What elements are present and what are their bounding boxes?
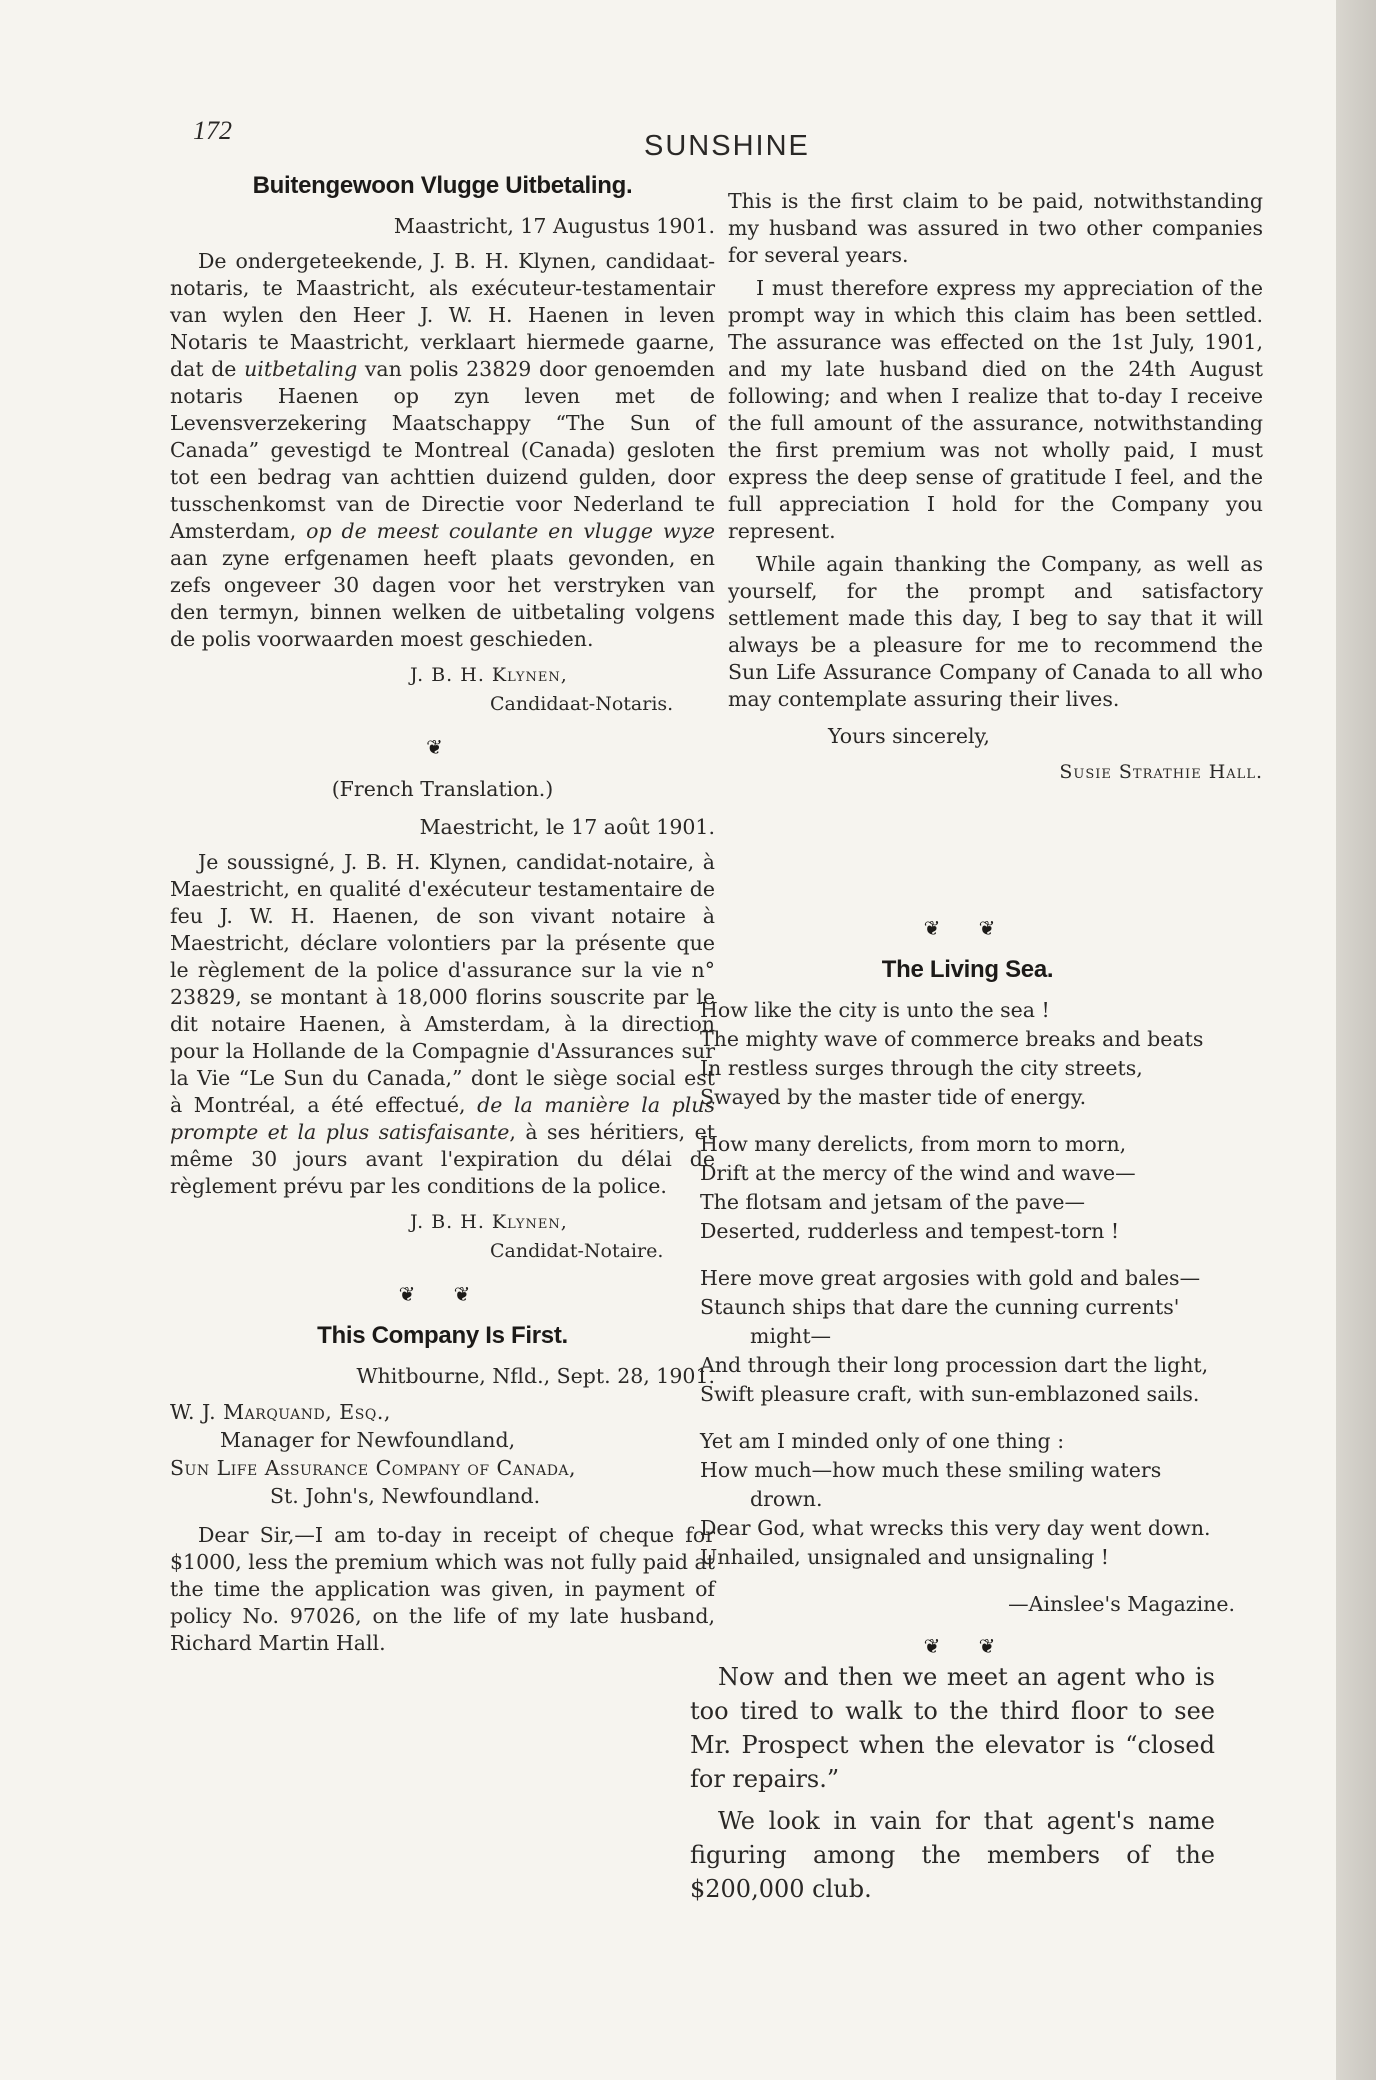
letter-paragraph: I must therefore express my appreciation of the prompt way in which this claim has been settled. The assurance was effected on the 1st July, 1901, and my late husband died on the 24th August following; and when I realize that to-day I receive the full amount of the assurance, notwithstanding the first premium was not wholly paid, I must express the deep sense of gratitude I feel, and the full appreciation I hold for the Company you represent. [728, 276, 1263, 543]
poem-line: How many derelicts, from morn to morn, [700, 1132, 1127, 1156]
letter-paragraph: This is the first claim to be paid, notwithstanding my husband was assured in two other companies for several years. [728, 189, 1263, 267]
poem-line: Yet am I minded only of one thing : [700, 1429, 1065, 1453]
ornament-divider: ❦ ❦ [923, 916, 1012, 940]
poem-line: Swayed by the master tide of energy. [700, 1085, 1087, 1109]
letter-closing: Yours sincerely, [828, 724, 990, 748]
french-letter-body: Je soussigné, J. B. H. Klynen, candidat-notaire, à Maestricht, en qualité d'exécuteur testamentaire de feu J. W. H. Haenen, de son vivant notaire à Maestricht, déclare volontiers par la présente que le règlement de la police d'assurance sur la vie n° 23829, se montant à 18,000 florins souscrite par le dit notaire Haenen, à Amsterdam, à la direction pour la Hollande de la Compagnie d'Assurances sur la Vie “Le Sun du Canada,” dont le siège social est à Montréal, a été effectué, de la manière la plus prompte et la plus satisfaisante, à ses héritiers, et même 30 jours avant l'expiration du délai de règlement prévu par les conditions de la police. [170, 850, 715, 1198]
poem-attribution: —Ainslee's Magazine. [1008, 1592, 1235, 1616]
address-block [170, 1398, 715, 1510]
letter-signature: Susie Strathie Hall. [1059, 761, 1263, 783]
letter-paragraph: While again thanking the Company, as well as yourself, for the prompt and satisfactory settlement made this day, I beg to say that it will always be a pleasure for me to recommend the Sun Life Assurance Company of Canada to all who may contemplate assuring their lives. [728, 552, 1263, 711]
signature-title-dutch: Candidaat-Notaris. [490, 693, 674, 715]
poem-body [700, 996, 1235, 1572]
poem-line: Unhailed, unsignaled and unsignaling ! [700, 1545, 1109, 1569]
poem-stanza [700, 1264, 1235, 1409]
poem-line: Staunch ships that dare the cunning currents' [700, 1295, 1180, 1319]
running-title: SUNSHINE [644, 130, 810, 162]
ornament-divider: ❦ ❦ [923, 1634, 1012, 1658]
dateline-french: Maestricht, le 17 août 1901. [419, 815, 715, 839]
signature-title-french: Candidat-Notaire. [490, 1240, 664, 1262]
poem-section [700, 900, 1235, 1674]
page-edge [1336, 0, 1376, 2080]
signature-name-french: J. B. H. Klynen, [410, 1211, 568, 1233]
poem-line: And through their long procession dart the light, [700, 1353, 1209, 1377]
poem-line: Swift pleasure craft, with sun-emblazoned sails. [700, 1382, 1200, 1406]
dutch-letter-body: De ondergeteekende, J. B. H. Klynen, candidaat-notaris, te Maastricht, als exécuteur-testamentair van wylen den Heer J. W. H. Haenen in leven Notaris te Maastricht, verklaart hiermede gaarne, dat de uitbetaling van polis 23829 door genoemden notaris Haenen op zyn leven met de Levensverzekering Maatschappy “The Sun of Canada” gevestigd te Montreal (Canada) gesloten tot een bedrag van achttien duizend gulden, door tusschenkomst van de Directie voor Nederland te Amsterdam, op de meest coulante en vlugge wyze aan zyne erfgenamen heeft plaats gevonden, en zefs ongeveer 30 dagen voor het verstryken van den termyn, binnen welken de uitbetaling volgens de polis voorwaarden moest geschieden. [170, 249, 715, 651]
poem-title: The Living Sea. [881, 956, 1054, 983]
poem-stanza [700, 1427, 1235, 1572]
poem-line: How like the city is unto the sea ! [700, 998, 1050, 1022]
article-title-dutch: Buitengewoon Vlugge Uitbetaling. [252, 172, 633, 199]
address-line: Sun Life Assurance Company of Canada, [170, 1456, 577, 1480]
dateline-whitbourne: Whitbourne, Nfld., Sept. 28, 1901. [356, 1364, 715, 1388]
poem-line: Dear God, what wrecks this very day went down. [700, 1516, 1211, 1540]
poem-line: Here move great argosies with gold and bales— [700, 1266, 1201, 1290]
closing-note [690, 1660, 1215, 1906]
poem-line: How much—how much these smiling waters [700, 1458, 1162, 1482]
address-line: W. J. Marquand, Esq., [170, 1400, 391, 1424]
poem-line: drown. [750, 1487, 823, 1511]
poem-line: might— [750, 1324, 832, 1348]
closing-note-paragraph: Now and then we meet an agent who is too tired to walk to the third floor to see Mr. Prospect when the elevator is “closed for repairs.” [690, 1663, 1215, 1793]
closing-note-paragraph: We look in vain for that agent's name figuring among the members of the $200,000 club. [690, 1807, 1215, 1903]
french-translation-subtitle: (French Translation.) [331, 777, 554, 801]
poem-stanza [700, 1130, 1235, 1246]
article-title-company-first: This Company Is First. [317, 1322, 568, 1349]
poem-line: In restless surges through the city streets, [700, 1056, 1143, 1080]
left-column [170, 172, 715, 1657]
dateline-dutch: Maastricht, 17 Augustus 1901. [393, 214, 715, 238]
address-line: Manager for Newfoundland, [220, 1428, 516, 1452]
poem-stanza [700, 996, 1235, 1112]
right-column [728, 188, 1263, 787]
poem-line: Drift at the mercy of the wind and wave— [700, 1161, 1136, 1185]
address-line: St. John's, Newfoundland. [270, 1484, 541, 1508]
signature-name-dutch: J. B. H. Klynen, [410, 664, 568, 686]
ornament-divider: ❦ ❦ [398, 1282, 487, 1306]
poem-line: The flotsam and jetsam of the pave— [700, 1190, 1086, 1214]
letter-paragraph: Dear Sir,—I am to-day in receipt of cheque for $1000, less the premium which was not fully paid at the time the application was given, in payment of policy No. 97026, on the life of my late husband, Richard Martin Hall. [170, 1523, 715, 1655]
page-number: 172 [193, 116, 232, 145]
poem-line: The mighty wave of commerce breaks and beats [700, 1027, 1204, 1051]
ornament-divider: ❦ [426, 735, 459, 759]
poem-line: Deserted, rudderless and tempest-torn ! [700, 1219, 1120, 1243]
